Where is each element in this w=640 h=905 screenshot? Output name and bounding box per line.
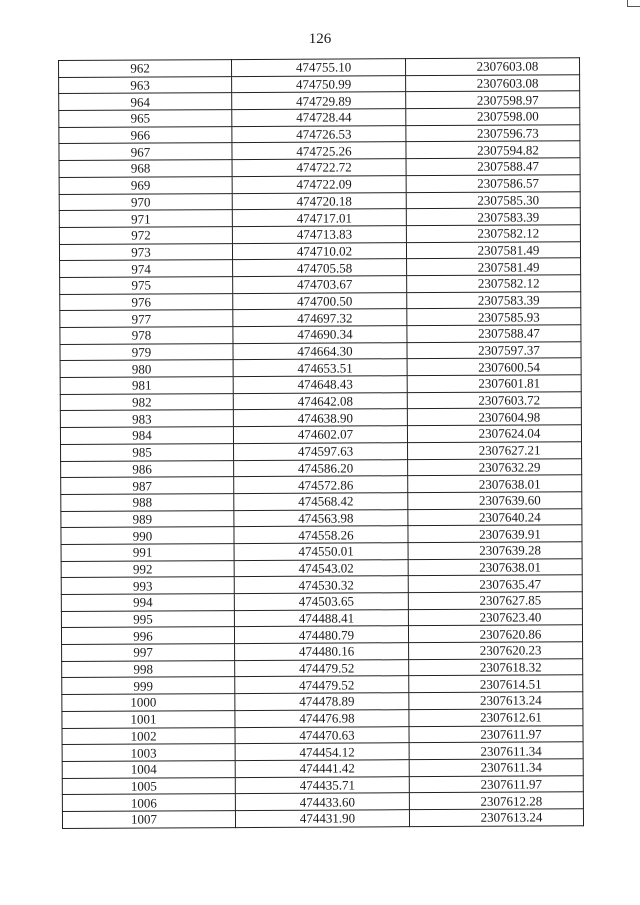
point-number-cell: 999	[62, 677, 235, 695]
y-coordinate-cell: 2307635.47	[408, 575, 582, 593]
point-number-cell: 971	[59, 210, 232, 228]
y-coordinate-cell: 2307611.34	[409, 759, 583, 777]
point-number-cell: 983	[60, 410, 233, 428]
point-number-cell: 1003	[62, 744, 235, 762]
point-number-cell: 969	[59, 176, 232, 194]
y-coordinate-cell: 2307620.23	[409, 642, 583, 660]
point-number-cell: 980	[60, 360, 233, 378]
x-coordinate-cell: 474597.63	[234, 442, 408, 460]
y-coordinate-cell: 2307603.08	[406, 74, 580, 92]
x-coordinate-cell: 474543.02	[234, 559, 408, 577]
y-coordinate-cell: 2307639.28	[408, 542, 582, 560]
point-number-cell: 967	[59, 143, 232, 161]
x-coordinate-cell: 474558.26	[234, 526, 408, 544]
point-number-cell: 986	[61, 460, 234, 478]
x-coordinate-cell: 474713.83	[232, 226, 406, 244]
y-coordinate-cell: 2307588.47	[407, 325, 581, 343]
point-number-cell: 988	[61, 493, 234, 511]
y-coordinate-cell: 2307640.24	[408, 508, 582, 526]
point-number-cell: 972	[59, 226, 232, 244]
y-coordinate-cell: 2307612.28	[409, 792, 583, 810]
x-coordinate-cell: 474568.42	[234, 493, 408, 511]
point-number-cell: 970	[59, 193, 232, 211]
x-coordinate-cell: 474664.30	[233, 342, 407, 360]
y-coordinate-cell: 2307639.60	[408, 492, 582, 510]
point-number-cell: 989	[61, 510, 234, 528]
y-coordinate-cell: 2307597.37	[407, 341, 581, 359]
point-number-cell: 1007	[62, 811, 235, 829]
x-coordinate-cell: 474725.26	[232, 142, 406, 160]
y-coordinate-cell: 2307594.82	[406, 141, 580, 159]
point-number-cell: 976	[60, 293, 233, 311]
point-number-cell: 966	[59, 126, 232, 144]
y-coordinate-cell: 2307611.97	[409, 725, 583, 743]
y-coordinate-cell: 2307611.97	[409, 775, 583, 793]
point-number-cell: 997	[62, 644, 235, 662]
point-number-cell: 1001	[62, 710, 235, 728]
x-coordinate-cell: 474530.32	[234, 576, 408, 594]
x-coordinate-cell: 474750.99	[232, 75, 406, 93]
x-coordinate-cell: 474431.90	[235, 810, 409, 828]
x-coordinate-cell: 474755.10	[232, 59, 406, 77]
point-number-cell: 991	[61, 544, 234, 562]
y-coordinate-cell: 2307601.81	[407, 375, 581, 393]
point-number-cell: 968	[59, 160, 232, 178]
point-number-cell: 1002	[62, 727, 235, 745]
y-coordinate-cell: 2307614.51	[409, 675, 583, 693]
x-coordinate-cell: 474586.20	[234, 459, 408, 477]
x-coordinate-cell: 474435.71	[235, 776, 409, 794]
y-coordinate-cell: 2307620.86	[408, 625, 582, 643]
y-coordinate-cell: 2307627.85	[408, 592, 582, 610]
x-coordinate-cell: 474697.32	[233, 309, 407, 327]
y-coordinate-cell: 2307600.54	[407, 358, 581, 376]
x-coordinate-cell: 474690.34	[233, 326, 407, 344]
x-coordinate-cell: 474441.42	[235, 760, 409, 778]
x-coordinate-cell: 474717.01	[232, 209, 406, 227]
point-number-cell: 975	[60, 277, 233, 295]
point-number-cell: 1005	[62, 777, 235, 795]
x-coordinate-cell: 474726.53	[232, 125, 406, 143]
point-number-cell: 990	[61, 527, 234, 545]
point-number-cell: 1004	[62, 760, 235, 778]
point-number-cell: 978	[60, 327, 233, 345]
x-coordinate-cell: 474480.16	[235, 643, 409, 661]
coordinates-table	[58, 57, 584, 828]
x-coordinate-cell: 474488.41	[234, 609, 408, 627]
coordinates-table-body	[59, 58, 584, 828]
x-coordinate-cell: 474479.52	[235, 676, 409, 694]
point-number-cell: 993	[61, 577, 234, 595]
y-coordinate-cell: 2307596.73	[406, 125, 580, 143]
x-coordinate-cell: 474642.08	[233, 392, 407, 410]
x-coordinate-cell: 474638.90	[233, 409, 407, 427]
y-coordinate-cell: 2307588.47	[406, 158, 580, 176]
point-number-cell: 965	[59, 110, 232, 128]
y-coordinate-cell: 2307582.12	[406, 225, 580, 243]
y-coordinate-cell: 2307624.04	[407, 425, 581, 443]
x-coordinate-cell: 474728.44	[232, 109, 406, 127]
x-coordinate-cell: 474572.86	[234, 476, 408, 494]
y-coordinate-cell: 2307581.49	[406, 241, 580, 259]
table-row	[62, 809, 583, 828]
y-coordinate-cell: 2307613.24	[409, 809, 583, 827]
x-coordinate-cell: 474480.79	[234, 626, 408, 644]
x-coordinate-cell: 474454.12	[235, 743, 409, 761]
y-coordinate-cell: 2307618.32	[409, 659, 583, 677]
page-corner-mark	[627, 0, 640, 7]
y-coordinate-cell: 2307582.12	[407, 275, 581, 293]
point-number-cell: 996	[61, 627, 234, 645]
x-coordinate-cell: 474602.07	[233, 426, 407, 444]
y-coordinate-cell: 2307603.72	[407, 392, 581, 410]
y-coordinate-cell: 2307639.91	[408, 525, 582, 543]
point-number-cell: 974	[60, 260, 233, 278]
x-coordinate-cell: 474703.67	[233, 276, 407, 294]
y-coordinate-cell: 2307586.57	[406, 175, 580, 193]
y-coordinate-cell: 2307585.93	[407, 308, 581, 326]
point-number-cell: 962	[59, 60, 232, 78]
y-coordinate-cell: 2307583.39	[406, 208, 580, 226]
x-coordinate-cell: 474653.51	[233, 359, 407, 377]
point-number-cell: 973	[59, 243, 232, 261]
y-coordinate-cell: 2307632.29	[408, 458, 582, 476]
x-coordinate-cell: 474550.01	[234, 543, 408, 561]
x-coordinate-cell: 474479.52	[235, 659, 409, 677]
point-number-cell: 977	[60, 310, 233, 328]
y-coordinate-cell: 2307613.24	[409, 692, 583, 710]
coordinates-table-wrapper	[58, 57, 580, 828]
y-coordinate-cell: 2307627.21	[408, 442, 582, 460]
point-number-cell: 994	[61, 594, 234, 612]
point-number-cell: 985	[61, 443, 234, 461]
x-coordinate-cell: 474720.18	[232, 192, 406, 210]
point-number-cell: 982	[60, 393, 233, 411]
page-number: 126	[308, 31, 332, 47]
point-number-cell: 1006	[62, 794, 235, 812]
x-coordinate-cell: 474729.89	[232, 92, 406, 110]
x-coordinate-cell: 474476.98	[235, 709, 409, 727]
y-coordinate-cell: 2307611.34	[409, 742, 583, 760]
x-coordinate-cell: 474722.72	[232, 159, 406, 177]
point-number-cell: 963	[59, 76, 232, 94]
y-coordinate-cell: 2307583.39	[407, 291, 581, 309]
point-number-cell: 987	[61, 477, 234, 495]
y-coordinate-cell: 2307604.98	[407, 408, 581, 426]
point-number-cell: 984	[60, 427, 233, 445]
x-coordinate-cell: 474478.89	[235, 693, 409, 711]
y-coordinate-cell: 2307623.40	[408, 608, 582, 626]
point-number-cell: 998	[62, 660, 235, 678]
point-number-cell: 992	[61, 560, 234, 578]
point-number-cell: 995	[61, 610, 234, 628]
x-coordinate-cell: 474563.98	[234, 509, 408, 527]
point-number-cell: 979	[60, 343, 233, 361]
y-coordinate-cell: 2307638.01	[408, 475, 582, 493]
point-number-cell: 1000	[62, 694, 235, 712]
x-coordinate-cell: 474503.65	[234, 593, 408, 611]
y-coordinate-cell: 2307581.49	[407, 258, 581, 276]
x-coordinate-cell: 474700.50	[233, 292, 407, 310]
x-coordinate-cell: 474648.43	[233, 376, 407, 394]
y-coordinate-cell: 2307612.61	[409, 709, 583, 727]
x-coordinate-cell: 474705.58	[233, 259, 407, 277]
y-coordinate-cell: 2307598.00	[406, 108, 580, 126]
x-coordinate-cell: 474433.60	[235, 793, 409, 811]
point-number-cell: 964	[59, 93, 232, 111]
y-coordinate-cell: 2307598.97	[406, 91, 580, 109]
y-coordinate-cell: 2307603.08	[405, 58, 579, 76]
y-coordinate-cell: 2307585.30	[406, 191, 580, 209]
x-coordinate-cell: 474722.09	[232, 175, 406, 193]
point-number-cell: 981	[60, 377, 233, 395]
x-coordinate-cell: 474710.02	[232, 242, 406, 260]
x-coordinate-cell: 474470.63	[235, 726, 409, 744]
y-coordinate-cell: 2307638.01	[408, 558, 582, 576]
